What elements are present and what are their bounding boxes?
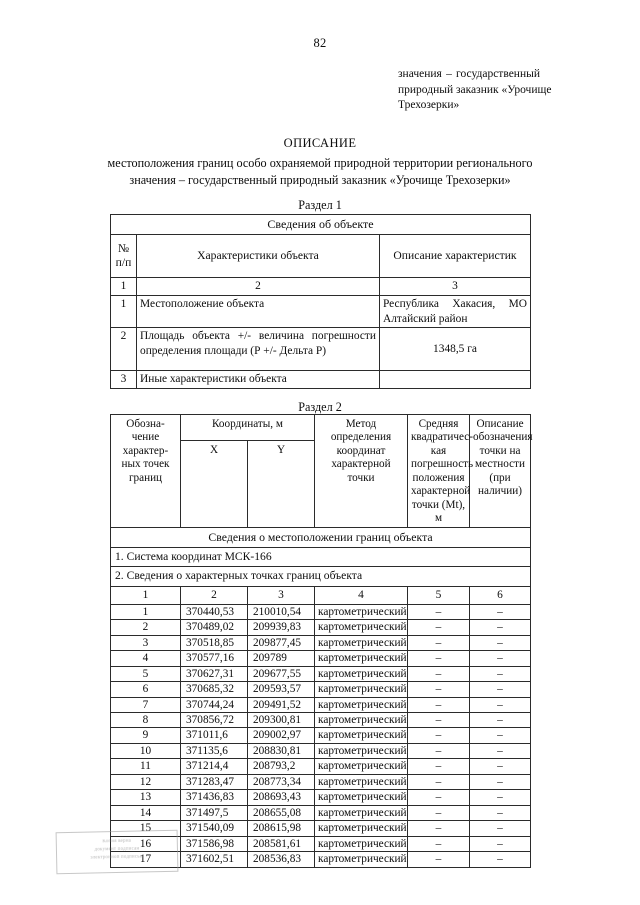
row-mean-square-error: – — [408, 759, 470, 774]
row-point-description: – — [470, 821, 531, 836]
table-row — [111, 728, 531, 743]
row-coordinate-x: 370577,16 — [181, 651, 248, 666]
header-point-line-3: характер- — [122, 444, 169, 457]
row-point-number: 4 — [111, 651, 181, 666]
column-number-3: 3 — [248, 587, 315, 605]
row-point-description: – — [470, 852, 531, 867]
row-method: картометрический — [315, 805, 408, 820]
header-cell-number — [111, 235, 137, 278]
running-header-line-2: природный заказник «Урочище — [398, 83, 552, 96]
section-1-caption: Раздел 1 — [298, 198, 342, 212]
header-desc-line-1: Описание — [476, 418, 524, 430]
table-row-subline — [111, 567, 531, 587]
table-row-banner — [111, 215, 531, 235]
row-mean-square-error: – — [408, 790, 470, 805]
header-mse-line-4: погрешность — [411, 458, 474, 471]
table-row — [111, 620, 531, 635]
table-row — [111, 295, 531, 327]
row-method: картометрический — [315, 728, 408, 743]
row-coordinate-x: 370489,02 — [181, 620, 248, 635]
header-cell-description: Описание характеристик — [380, 235, 531, 278]
table-row — [111, 328, 531, 371]
row-method: картометрический — [315, 682, 408, 697]
row-method: картометрический — [315, 620, 408, 635]
column-number-6: 6 — [470, 587, 531, 605]
document-subtitle-line-2: значения – государственный природный заказник «Урочище Трехозерки» — [129, 173, 511, 188]
row-coordinate-x: 371436,83 — [181, 790, 248, 805]
row-point-description: – — [470, 620, 531, 635]
row-coordinate-y: 209491,52 — [248, 697, 315, 712]
document-title: ОПИСАНИЕ — [283, 136, 357, 150]
coords-table-head — [111, 415, 531, 528]
row-point-description: – — [470, 604, 531, 619]
row-method: картометрический — [315, 666, 408, 681]
column-number-1: 1 — [111, 278, 137, 296]
object-info-table — [110, 214, 531, 389]
row-point-number: 3 — [111, 635, 181, 650]
row-coordinate-y: 209789 — [248, 651, 315, 666]
header-method-line-3: координат — [336, 444, 386, 457]
row-point-description: – — [470, 651, 531, 666]
row-mean-square-error: – — [408, 713, 470, 728]
row-point-description: – — [470, 805, 531, 820]
header-number-line-1: № — [117, 241, 130, 255]
header-mse-line-5: положения — [412, 471, 465, 484]
row-coordinate-y: 208773,34 — [248, 774, 315, 789]
row-characteristic: Иные характеристики объекта — [137, 371, 380, 389]
row-mean-square-error: – — [408, 836, 470, 851]
table-row-column-numbers — [111, 587, 531, 605]
table-row — [111, 713, 531, 728]
row-coordinate-y: 209300,81 — [248, 713, 315, 728]
column-number-2: 2 — [137, 278, 380, 296]
table-row-header — [111, 235, 531, 278]
section-2-caption: Раздел 2 — [298, 400, 342, 414]
coordinates-table — [110, 414, 531, 868]
row-method: картометрический — [315, 713, 408, 728]
row-coordinate-x: 370856,72 — [181, 713, 248, 728]
table-row-header — [111, 415, 531, 441]
stamp-line-3: электронной подписью — [90, 853, 144, 861]
row-point-description: – — [470, 728, 531, 743]
row-coordinate-x: 371602,51 — [181, 852, 248, 867]
header-mse-line-2: квадратичес- — [411, 431, 473, 444]
page-number: 82 — [313, 36, 327, 50]
table-row — [111, 604, 531, 619]
header-point-line-4: ных точек — [121, 458, 170, 471]
column-number-1: 1 — [111, 587, 181, 605]
table-row — [111, 805, 531, 820]
table-row-column-numbers — [111, 278, 531, 296]
row-mean-square-error: – — [408, 852, 470, 867]
row-method: картометрический — [315, 821, 408, 836]
stamp-line-2: документ подписан — [94, 846, 140, 853]
row-point-number: 10 — [111, 743, 181, 758]
header-desc-line-3: точки на — [479, 444, 521, 457]
header-mse-line-3: кая — [430, 444, 447, 457]
seal-stamp — [56, 830, 179, 875]
row-coordinate-y: 208536,83 — [248, 852, 315, 867]
row-point-number: 12 — [111, 774, 181, 789]
row-method: картометрический — [315, 604, 408, 619]
header-point-line-5: границ — [128, 471, 163, 484]
table-row — [111, 651, 531, 666]
row-method: картометрический — [315, 790, 408, 805]
table-row — [111, 743, 531, 758]
header-method-line-5: точки — [347, 471, 375, 484]
row-description: 1348,5 га — [380, 328, 531, 371]
object-table-banner: Сведения об объекте — [111, 215, 531, 235]
row-method: картометрический — [315, 635, 408, 650]
row-point-number: 16 — [111, 836, 181, 851]
table-row — [111, 759, 531, 774]
header-method-line-4: характерной — [331, 458, 391, 471]
row-mean-square-error: – — [408, 805, 470, 820]
row-mean-square-error: – — [408, 635, 470, 650]
header-point-line-1: Обозна- — [126, 418, 165, 430]
running-header-word-1: значения — [398, 68, 442, 80]
column-number-4: 4 — [315, 587, 408, 605]
row-mean-square-error: – — [408, 604, 470, 619]
header-cell-y: Y — [248, 440, 315, 527]
row-coordinate-x: 371586,98 — [181, 836, 248, 851]
header-desc-line-2: обозначения — [473, 431, 533, 444]
header-mse-line-6: характерной — [411, 485, 471, 498]
header-cell-point-description — [470, 415, 531, 528]
header-point-line-2: чение — [131, 431, 160, 444]
row-point-number: 8 — [111, 713, 181, 728]
header-cell-point-designation — [111, 415, 181, 528]
row-point-number: 5 — [111, 666, 181, 681]
row-point-description: – — [470, 743, 531, 758]
column-number-2: 2 — [181, 587, 248, 605]
row-point-description: – — [470, 697, 531, 712]
row-point-number: 6 — [111, 682, 181, 697]
row-point-number: 1 — [111, 604, 181, 619]
document-subtitle-line-1: местоположения границ особо охраняемой природной территории регионального — [107, 156, 533, 170]
row-characteristic: Местоположение объекта — [137, 295, 380, 327]
row-mean-square-error: – — [408, 743, 470, 758]
row-point-number: 9 — [111, 728, 181, 743]
row-coordinate-x: 370518,85 — [181, 635, 248, 650]
header-desc-line-5: (при наличии) — [478, 471, 522, 498]
row-coordinate-y: 208830,81 — [248, 743, 315, 758]
row-method: картометрический — [315, 852, 408, 867]
row-point-number: 13 — [111, 790, 181, 805]
header-cell-characteristics: Характеристики объекта — [137, 235, 380, 278]
table-row-subline — [111, 547, 531, 567]
running-header-word-2: государственный — [456, 68, 540, 80]
row-coordinate-x: 371011,6 — [181, 728, 248, 743]
row-point-description: – — [470, 666, 531, 681]
row-point-number: 17 — [111, 852, 181, 867]
row-point-description: – — [470, 836, 531, 851]
row-coordinate-x: 371214,4 — [181, 759, 248, 774]
table-row — [111, 774, 531, 789]
header-method-line-1: Метод — [345, 418, 377, 430]
row-mean-square-error: – — [408, 697, 470, 712]
coords-table-body — [111, 604, 531, 867]
row-coordinate-y: 208655,08 — [248, 805, 315, 820]
table-row-banner — [111, 527, 531, 547]
header-desc-line-4: местности — [475, 458, 525, 471]
row-method: картометрический — [315, 697, 408, 712]
row-method: картометрический — [315, 759, 408, 774]
row-point-number: 7 — [111, 697, 181, 712]
points-info-line: 2. Сведения о характерных точках границ объекта — [111, 567, 531, 587]
row-coordinate-x: 370440,53 — [181, 604, 248, 619]
row-coordinate-y: 208581,61 — [248, 836, 315, 851]
row-coordinate-y: 208615,98 — [248, 821, 315, 836]
header-method-line-2: определения — [330, 431, 392, 444]
row-coordinate-y: 209677,55 — [248, 666, 315, 681]
coords-table-banner: Сведения о местоположении границ объекта — [111, 527, 531, 547]
running-header-dash: – — [446, 68, 452, 80]
row-coordinate-x: 371497,5 — [181, 805, 248, 820]
row-characteristic: Площадь объекта +/- величина погрешности определения площади (Р +/- Дельта Р) — [137, 328, 380, 371]
row-coordinate-x: 370744,24 — [181, 697, 248, 712]
row-coordinate-y: 209877,45 — [248, 635, 315, 650]
column-number-5: 5 — [408, 587, 470, 605]
header-cell-method — [315, 415, 408, 528]
header-mse-line-7: точки (Мt), м — [411, 498, 466, 525]
row-coordinate-y: 208793,2 — [248, 759, 315, 774]
row-mean-square-error: – — [408, 774, 470, 789]
row-number: 3 — [111, 371, 137, 389]
row-point-description: – — [470, 713, 531, 728]
row-coordinate-x: 370685,32 — [181, 682, 248, 697]
running-header — [398, 67, 552, 114]
row-point-number: 14 — [111, 805, 181, 820]
row-coordinate-y: 210010,54 — [248, 604, 315, 619]
row-point-description: – — [470, 635, 531, 650]
row-coordinate-y: 208693,43 — [248, 790, 315, 805]
running-header-line-1 — [398, 67, 540, 83]
column-number-3: 3 — [380, 278, 531, 296]
row-point-description: – — [470, 682, 531, 697]
row-coordinate-x: 371540,09 — [181, 821, 248, 836]
row-coordinate-y: 209593,57 — [248, 682, 315, 697]
row-mean-square-error: – — [408, 682, 470, 697]
row-coordinate-x: 371135,6 — [181, 743, 248, 758]
table-row — [111, 682, 531, 697]
row-description: Республика Хакасия, МО Алтайский район — [380, 295, 531, 327]
header-cell-x: X — [181, 440, 248, 527]
row-coordinate-y: 209002,97 — [248, 728, 315, 743]
document-subtitle — [96, 155, 544, 190]
row-point-number: 2 — [111, 620, 181, 635]
row-number: 1 — [111, 295, 137, 327]
row-point-number: 11 — [111, 759, 181, 774]
row-mean-square-error: – — [408, 651, 470, 666]
table-row — [111, 371, 531, 389]
table-row — [111, 790, 531, 805]
table-row — [111, 697, 531, 712]
row-coordinate-x: 370627,31 — [181, 666, 248, 681]
running-header-line-3: Трехозерки» — [398, 99, 460, 112]
row-point-description: – — [470, 774, 531, 789]
row-method: картометрический — [315, 836, 408, 851]
table-row — [111, 666, 531, 681]
stamp-line-1: Копия верна — [102, 838, 132, 845]
header-mse-line-1: Средняя — [418, 418, 459, 430]
coordinate-system-line: 1. Система координат МСК-166 — [111, 547, 531, 567]
row-mean-square-error: – — [408, 728, 470, 743]
row-number: 2 — [111, 328, 137, 371]
row-mean-square-error: – — [408, 821, 470, 836]
row-description — [380, 371, 531, 389]
header-cell-mean-square-error — [408, 415, 474, 528]
row-point-description: – — [470, 759, 531, 774]
row-method: картометрический — [315, 651, 408, 666]
row-mean-square-error: – — [408, 666, 470, 681]
header-number-line-2: п/п — [115, 256, 132, 270]
row-method: картометрический — [315, 743, 408, 758]
row-coordinate-y: 209939,83 — [248, 620, 315, 635]
row-coordinate-x: 371283,47 — [181, 774, 248, 789]
row-mean-square-error: – — [408, 620, 470, 635]
row-point-number: 15 — [111, 821, 181, 836]
header-cell-coordinates: Координаты, м — [181, 415, 315, 441]
row-point-description: – — [470, 790, 531, 805]
table-row — [111, 635, 531, 650]
row-method: картометрический — [315, 774, 408, 789]
